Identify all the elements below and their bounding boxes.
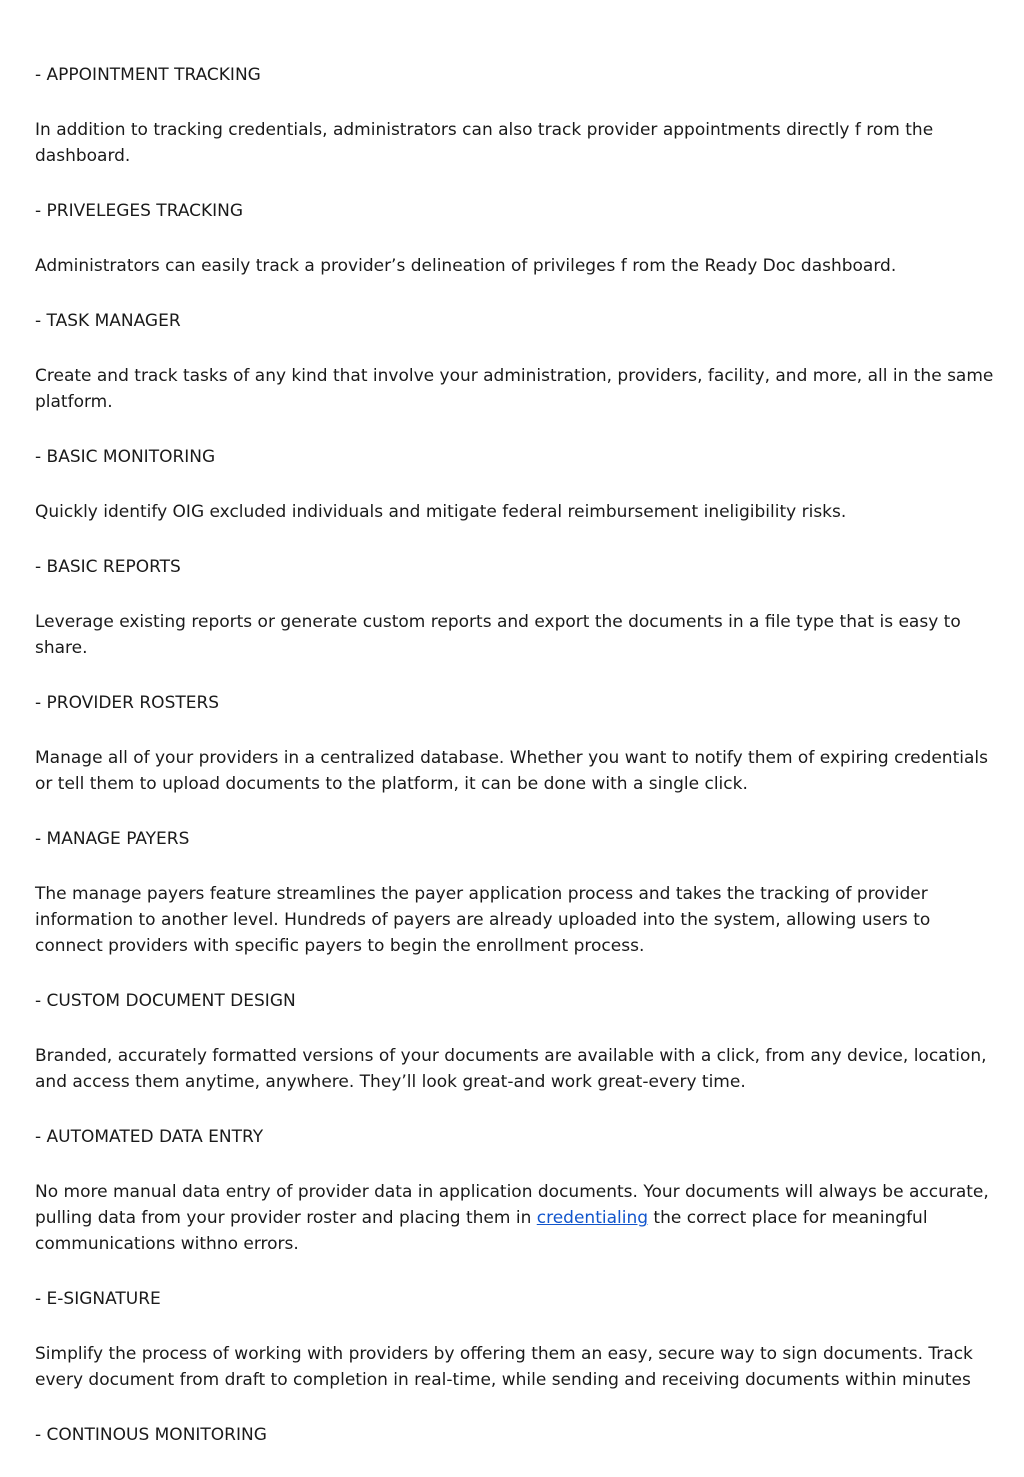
section-body-e-signature: Simplify the process of working with providers by offering them an easy, secure way to sign documents. Track every document from draft to completion in real-time, while sending and receiving documents within minutes bbox=[35, 1344, 973, 1390]
section-body-basic-reports: Leverage existing reports or generate custom reports and export the documents in a file type that is easy to share. bbox=[35, 612, 961, 658]
section-heading-appointment-tracking: - APPOINTMENT TRACKING bbox=[35, 65, 261, 85]
section-heading-e-signature: - E-SIGNATURE bbox=[35, 1289, 161, 1309]
section-heading-priveleges-tracking: - PRIVELEGES TRACKING bbox=[35, 201, 244, 221]
section-heading-provider-rosters: - PROVIDER ROSTERS bbox=[35, 693, 220, 713]
section-body-automated-data-entry bbox=[35, 1179, 995, 1257]
section-heading-continous-monitoring: - CONTINOUS MONITORING bbox=[35, 1425, 267, 1445]
section-heading-automated-data-entry: - AUTOMATED DATA ENTRY bbox=[35, 1127, 264, 1147]
section-heading-task-manager: - TASK MANAGER bbox=[35, 311, 181, 331]
section-body-priveleges-tracking: Administrators can easily track a provider’s delineation of privileges f rom the Ready Doc dashboard. bbox=[35, 256, 897, 276]
section-body-basic-monitoring: Quickly identify OIG excluded individuals and mitigate federal reimbursement ineligibility risks. bbox=[35, 502, 847, 522]
section-heading-manage-payers: - MANAGE PAYERS bbox=[35, 829, 190, 849]
document-page bbox=[35, 62, 995, 1477]
section-body-custom-document-design: Branded, accurately formatted versions of your documents are available with a click, from any device, location, and access them anytime, anywhere. They’ll look great-and work great-every time. bbox=[35, 1046, 987, 1092]
section-body-provider-rosters: Manage all of your providers in a centralized database. Whether you want to notify them of expiring credentials or tell them to upload documents to the platform, it can be done with a single click. bbox=[35, 748, 988, 794]
section-body-manage-payers: The manage payers feature streamlines the payer application process and takes the tracking of provider information to another level. Hundreds of payers are already uploaded into the system, allowing users to connect providers with specific payers to begin the enrollment process. bbox=[35, 884, 931, 956]
automated-data-entry-text-after-link: the correct place for meaningful communications withno errors. bbox=[35, 1208, 928, 1254]
section-heading-basic-monitoring: - BASIC MONITORING bbox=[35, 447, 216, 467]
automated-data-entry-text-before-link: No more manual data entry of provider data in application documents. Your documents will always be accurate, pulling data from your provider roster and placing them in bbox=[35, 1182, 989, 1228]
section-heading-custom-document-design: - CUSTOM DOCUMENT DESIGN bbox=[35, 991, 296, 1011]
section-body-appointment-tracking: In addition to tracking credentials, administrators can also track provider appointments directly f rom the dashboard. bbox=[35, 120, 934, 166]
section-body-task-manager: Create and track tasks of any kind that involve your administration, providers, facility, and more, all in the same platform. bbox=[35, 366, 994, 412]
credentialing-link[interactable]: credentialing bbox=[536, 1208, 649, 1228]
section-heading-basic-reports: - BASIC REPORTS bbox=[35, 557, 181, 577]
